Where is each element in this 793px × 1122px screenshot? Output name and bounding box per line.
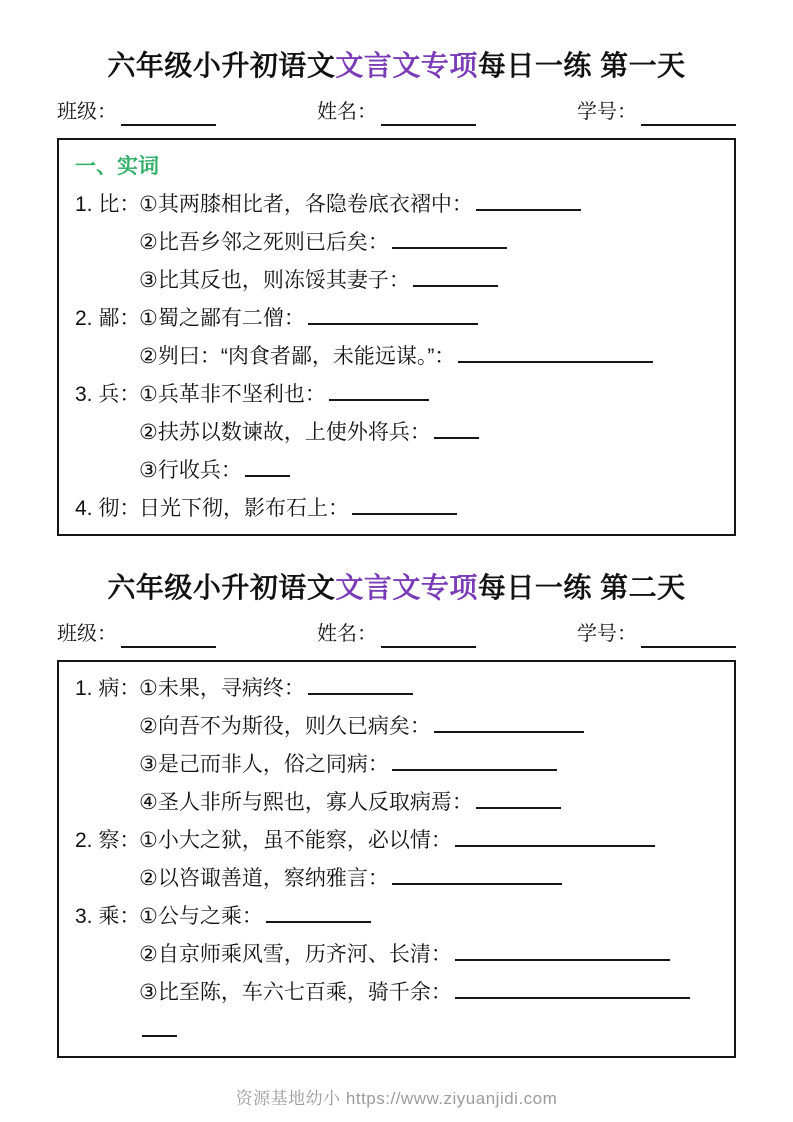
exercise-line [75,860,718,898]
name-label: 姓名： [317,101,377,123]
item-label: 1. 比： [75,193,141,216]
exercise-item [75,490,718,528]
exercise-line [75,300,718,338]
exercise-line [75,262,718,300]
clause-text: ②比吾乡邻之死则已后矣： [139,231,389,254]
exercise-line [75,224,718,262]
title-highlight: 文言文专项 [335,572,478,603]
answer-blank-line [413,267,498,287]
clause-text: 日光下彻，影布石上： [139,497,349,520]
exercise-items-day2 [75,670,718,1050]
clause-text: ③行收兵： [139,459,242,482]
exercise-line [75,708,718,746]
exercise-line [75,974,718,1012]
exercise-item [75,186,718,300]
clause-text: ③是己而非人，俗之同病： [139,753,389,776]
title-highlight: 文言文专项 [335,50,478,81]
answer-blank-line [434,713,584,733]
answer-blank-line [455,941,670,961]
exercise-line [75,376,718,414]
id-field [577,98,736,126]
answer-blank-line [245,457,290,477]
worksheet-title-day1 [57,48,736,84]
clause-text: ③比其反也，则冻馁其妻子： [139,269,410,292]
answer-blank-line [308,675,413,695]
item-label: 3. 乘： [75,905,141,928]
clause-text: ②向吾不为斯役，则久已病矣： [139,715,431,738]
clause-text: ①公与之乘： [139,905,263,928]
item-label: 4. 彻： [75,497,141,520]
exercise-line [75,1012,718,1050]
answer-blank-line [458,343,653,363]
answer-blank-line [476,789,561,809]
item-label: 2. 察： [75,829,141,852]
exercise-line [75,670,718,708]
id-blank-line [641,626,736,648]
clause-text: ②扶苏以数谏故，上使外将兵： [139,421,431,444]
class-field [57,620,216,648]
id-label: 学号： [577,623,637,645]
id-label: 学号： [577,101,637,123]
exercise-items-day1 [75,186,718,528]
clause-text: ②以咨诹善道，察纳雅言： [139,867,389,890]
section-heading: 一、实词 [75,155,159,178]
class-field [57,98,216,126]
exercise-line [75,746,718,784]
exercise-line [75,822,718,860]
clause-text: ①未果，寻病终： [139,677,305,700]
day-2-section [57,570,736,1058]
name-blank-line [381,626,476,648]
id-blank-line [641,104,736,126]
clause-text: ①其两膝相比者，各隐卷底衣褶中： [139,193,473,216]
clause-text: ③比至陈，车六七百乘，骑千余： [139,981,452,1004]
exercise-item [75,898,718,1050]
item-label: 1. 病： [75,677,141,700]
answer-blank-line [308,305,478,325]
exercise-item [75,822,718,898]
answer-blank-line [455,827,655,847]
answer-blank-line [476,191,581,211]
class-label: 班级： [57,101,117,123]
clause-text: ①小大之狱，虽不能察，必以情： [139,829,452,852]
answer-blank-line [329,381,429,401]
student-info-row-day2 [57,620,736,648]
exercise-item [75,300,718,376]
exercise-line [75,784,718,822]
clause-text: ①蜀之鄙有二僧： [139,307,305,330]
footer-credit: 资源基地幼小 https://www.ziyuanjidi.com [235,1089,558,1108]
name-field [317,98,476,126]
title-suffix: 每日一练 第二天 [477,572,686,603]
class-blank-line [121,104,216,126]
answer-blank-line [392,865,562,885]
exercise-item [75,670,718,822]
clause-text: ④圣人非所与熙也，寡人反取病焉： [139,791,473,814]
answer-blank-line [392,229,507,249]
title-suffix: 每日一练 第一天 [477,50,686,81]
student-info-row-day1 [57,98,736,126]
exercise-line [75,338,718,376]
answer-blank-line [434,419,479,439]
item-label: 2. 鄙： [75,307,141,330]
clause-text: ②自京师乘风雪，历齐河、长清： [139,943,452,966]
answer-blank-line [352,495,457,515]
name-field [317,620,476,648]
name-label: 姓名： [317,623,377,645]
title-prefix: 六年级小升初语文 [107,50,336,81]
exercise-line [75,936,718,974]
exercise-line [75,414,718,452]
day-1-section [57,48,736,536]
class-blank-line [121,626,216,648]
clause-text: ②刿曰：“肉食者鄙，未能远谋。”： [139,345,456,368]
clause-text: ①兵革非不坚利也： [139,383,326,406]
worksheet-title-day2 [57,570,736,606]
item-label: 3. 兵： [75,383,141,406]
answer-blank-line [455,979,690,999]
title-prefix: 六年级小升初语文 [107,572,336,603]
answer-blank-line [266,903,371,923]
answer-blank-line [142,1017,177,1037]
id-field [577,620,736,648]
exercise-line [75,186,718,224]
class-label: 班级： [57,623,117,645]
answer-blank-line [392,751,557,771]
exercise-line [75,452,718,490]
exercise-line [75,490,718,528]
exercise-box-day2 [57,660,736,1058]
exercise-item [75,376,718,490]
exercise-box-day1 [57,138,736,536]
name-blank-line [381,104,476,126]
exercise-line [75,898,718,936]
